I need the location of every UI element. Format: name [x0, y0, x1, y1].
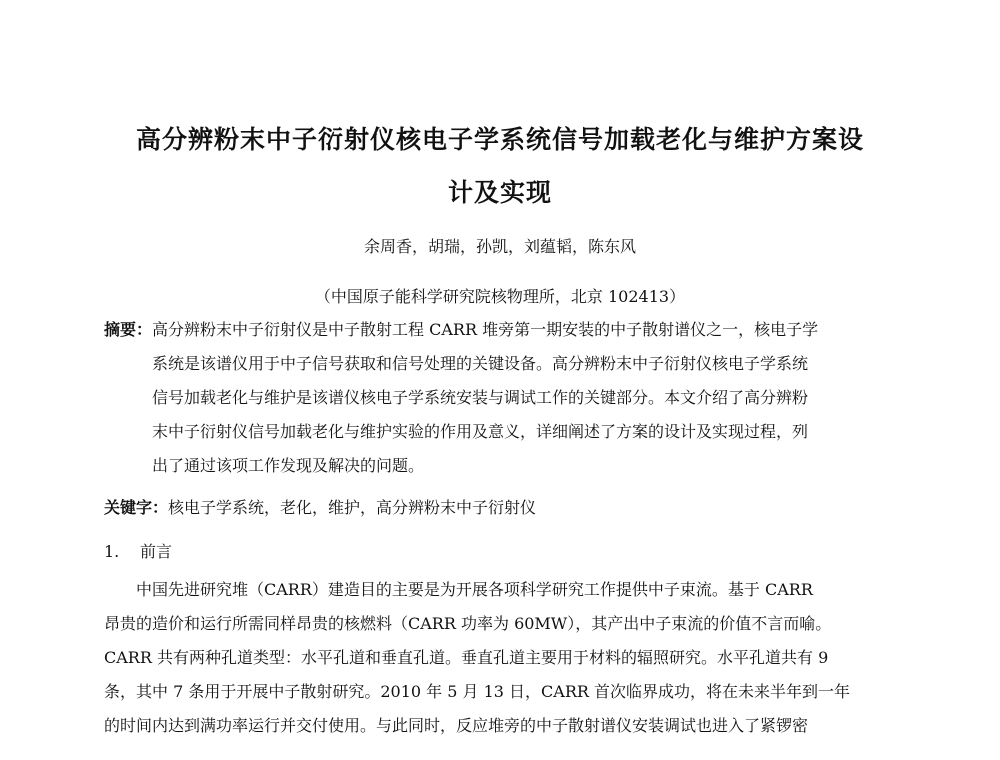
keywords	[104, 496, 536, 520]
section-heading	[104, 540, 172, 564]
abstract-text: 高分辨粉末中子衍射仪是中子散射工程 CARR 堆旁第一期安装的中子散射谱仪之一，核电子学	[152, 320, 819, 339]
paragraph-line: 中国先进研究堆（CARR）建造目的主要是为开展各项科学研究工作提供中子束流。基于 CARR	[136, 580, 813, 599]
abstract-line: 信号加载老化与维护是该谱仪核电子学系统安装与调试工作的关键部分。本文介绍了高分辨粉	[152, 388, 809, 407]
affiliation: （中国原子能科学研究院核物理所，北京 102413）	[314, 287, 686, 306]
paper-title-line-2: 计及实现	[447, 178, 552, 207]
paragraph-line: 条，其中 7 条用于开展中子散射研究。2010 年 5 月 13 日，CARR 首次临界成功，将在未来半年到一年	[104, 682, 851, 701]
abstract-line: 出了通过该项工作发现及解决的问题。	[152, 456, 425, 475]
author-list: 余周香，胡瑞，孙凯，刘蕴韬，陈东风	[363, 237, 636, 256]
paper-title-line-1: 高分辨粉末中子衍射仪核电子学系统信号加载老化与维护方案设	[135, 125, 864, 154]
keywords-label: 关键字：	[104, 498, 169, 517]
abstract-line: 末中子衍射仪信号加载老化与维护实验的作用及意义，详细阐述了方案的设计及实现过程，列	[152, 422, 809, 441]
abstract-line: 系统是该谱仪用于中子信号获取和信号处理的关键设备。高分辨粉末中子衍射仪核电子学系统	[152, 354, 809, 373]
keywords-text: 核电子学系统，老化，维护，高分辨粉末中子衍射仪	[168, 498, 537, 517]
paragraph-line: CARR 共有两种孔道类型：水平孔道和垂直孔道。垂直孔道主要用于材料的辐照研究。水平孔道共有 9	[104, 648, 829, 667]
paragraph-line: 昂贵的造价和运行所需同样昂贵的核燃料（CARR 功率为 60MW），其产出中子束流的价值不言而喻。	[104, 614, 832, 633]
section-title: 前言	[140, 542, 173, 561]
abstract-label: 摘要：	[104, 320, 153, 339]
abstract-line	[104, 318, 818, 342]
paragraph-line: 的时间内达到满功率运行并交付使用。与此同时，反应堆旁的中子散射谱仪安装调试也进入了紧锣密	[104, 716, 809, 735]
section-number: 1.	[104, 542, 120, 561]
